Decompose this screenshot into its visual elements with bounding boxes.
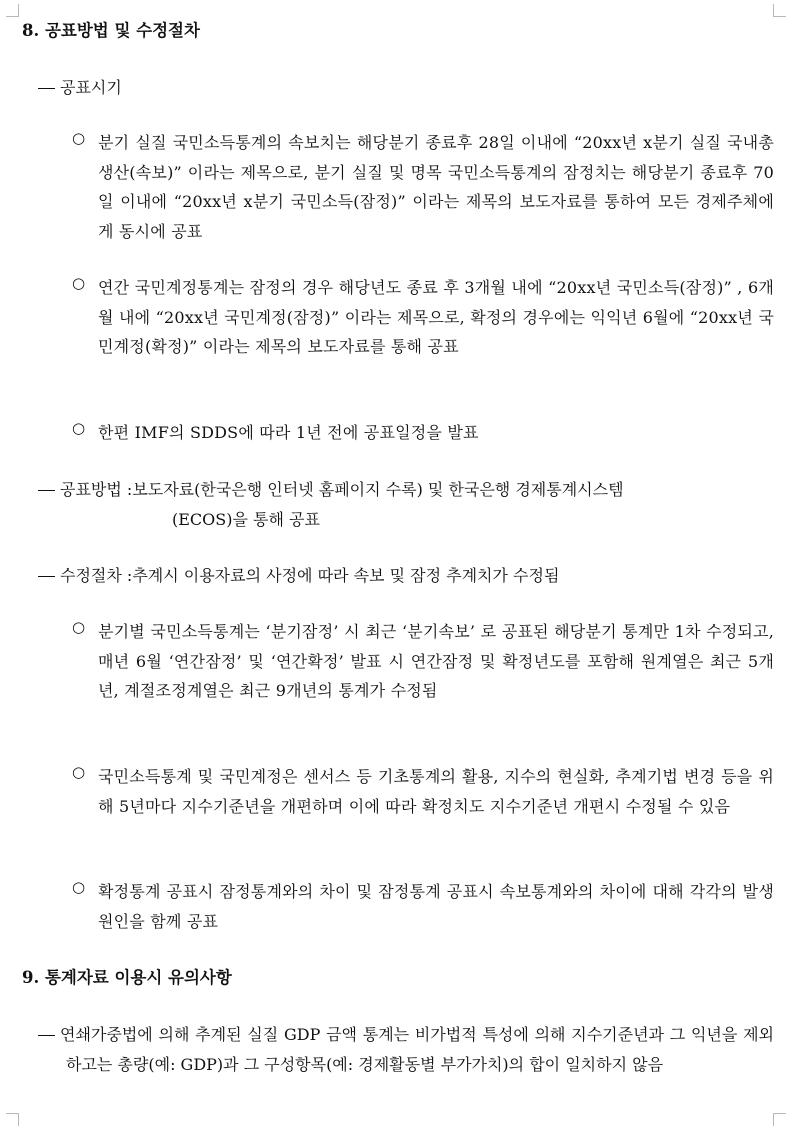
revision-bullet-2 xyxy=(72,762,774,821)
circle-bullet-icon: ○ xyxy=(72,129,86,147)
revision-label: 수정절차 : xyxy=(60,566,133,585)
bullet-text: 한편 IMF의 SDDS에 따라 1년 전에 공표일정을 발표 xyxy=(98,423,479,442)
page-corner-mark-top-left xyxy=(6,4,19,17)
circle-bullet-icon: ○ xyxy=(72,419,86,437)
circle-bullet-icon: ○ xyxy=(72,763,86,781)
circle-bullet-icon: ○ xyxy=(72,878,86,896)
usage-note-text: 연쇄가중법에 의해 추계된 실질 GDP 금액 통계는 비가법적 특성에 의해 지수기준년과 그 익년을 제외하고는 총량(예: GDP)과 그 구성항목(예: 경제활동별 부가가치)의 합이 일치하지 않음 xyxy=(60,1025,774,1074)
dash-icon xyxy=(38,475,60,505)
timing-bullet-2 xyxy=(72,273,774,362)
dash-icon xyxy=(38,561,60,591)
revision-bullet-3 xyxy=(72,877,774,936)
dash-icon xyxy=(38,1020,60,1050)
bullet-text: 분기 실질 국민소득통계의 속보치는 해당분기 종료후 28일 이내에 “20xx년 x분기 실질 국내총생산(속보)” 이라는 제목으로, 분기 실질 및 명목 국민소득통계의 잠정치는 해당분기 종료후 70일 이내에 “20xx년 x분기 국민소득(잠정)” 이라는 제목의 보도자료를 통하여 모든 경제주체에게 동시에 공표 xyxy=(98,133,774,241)
usage-note xyxy=(60,1020,774,1079)
revision-item xyxy=(38,561,778,591)
bullet-text: 연간 국민계정통계는 잠정의 경우 해당년도 종료 후 3개월 내에 “20xx년 국민소득(잠정)” , 6개월 내에 “20xx년 국민계정(잠정)” 이라는 제목으로, 확정의 경우에는 익익년 6월에 “20xx년 국민계정(확정)” 이라는 제목의 보도자료를 통해 공표 xyxy=(98,278,774,356)
page-corner-mark-bottom-right xyxy=(773,1113,786,1126)
timing-label: 공표시기 xyxy=(60,78,122,97)
method-label: 공표방법 : xyxy=(60,480,133,499)
bullet-text: 확정통계 공표시 잠정통계와의 차이 및 잠정통계 공표시 속보통계와의 차이에 대해 각각의 발생 원인을 함께 공표 xyxy=(98,882,774,931)
timing-item xyxy=(38,75,122,98)
timing-bullet-3 xyxy=(72,418,774,448)
section-8-heading: 8. 공표방법 및 수정절차 xyxy=(22,21,200,40)
circle-bullet-icon: ○ xyxy=(72,618,86,636)
method-text-line-2: (ECOS)을 통해 공표 xyxy=(172,509,320,529)
circle-bullet-icon: ○ xyxy=(72,274,86,292)
method-text-line-1: 보도자료(한국은행 인터넷 홈페이지 수록) 및 한국은행 경제통계시스템 xyxy=(132,480,624,499)
timing-bullet-1 xyxy=(72,128,774,246)
revision-text: 추계시 이용자료의 사정에 따라 속보 및 잠정 추계치가 수정됨 xyxy=(132,566,560,585)
revision-bullet-1 xyxy=(72,617,774,706)
section-9-heading: 9. 통계자료 이용시 유의사항 xyxy=(22,968,232,987)
bullet-text: 분기별 국민소득통계는 ‘분기잠정’ 시 최근 ‘분기속보’ 로 공표된 해당분기 통계만 1차 수정되고, 매년 6월 ‘연간잠정’ 및 ‘연간확정’ 발표 시 연간잠정 및 확정년도를 포함해 원계열은 최근 5개년, 계절조정계열은 최근 9개년의 통계가 수정됨 xyxy=(98,622,774,700)
page-corner-mark-top-right xyxy=(773,4,786,17)
method-item xyxy=(38,475,778,529)
page-corner-mark-bottom-left xyxy=(6,1113,19,1126)
bullet-text: 국민소득통계 및 국민계정은 센서스 등 기초통계의 활용, 지수의 현실화, 추계기법 변경 등을 위해 5년마다 지수기준년을 개편하며 이에 따라 확정치도 지수기준년 개편시 수정될 수 있음 xyxy=(98,767,774,816)
dash-icon xyxy=(38,78,60,97)
